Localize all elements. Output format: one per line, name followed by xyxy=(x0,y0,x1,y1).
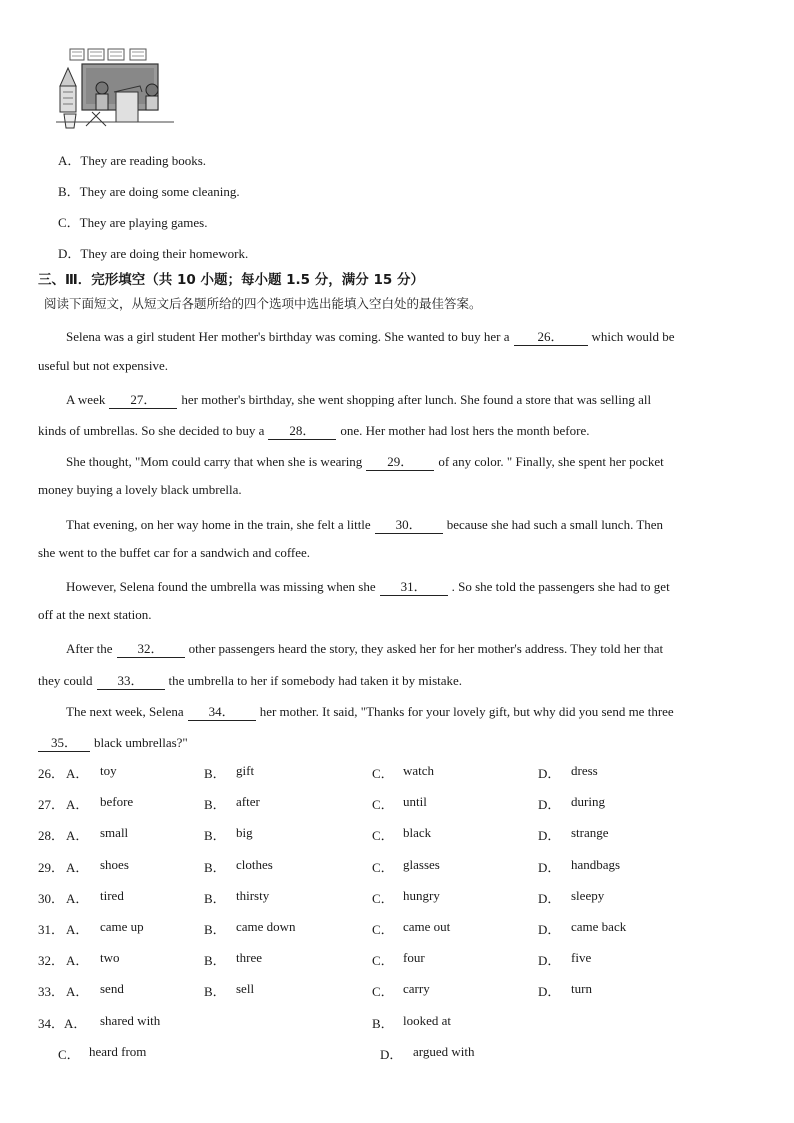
question-number: 33． xyxy=(38,984,65,1000)
option-c xyxy=(58,212,207,231)
passage-text: because she had such a small lunch. Then xyxy=(446,517,664,532)
option-c-letter: C． xyxy=(372,890,394,906)
passage-text: However, Selena found the umbrella was missing when she xyxy=(66,579,376,594)
blank-33: 33． xyxy=(97,670,165,690)
passage-line xyxy=(66,514,663,534)
option-d xyxy=(58,243,248,262)
option-b: after xyxy=(236,794,260,810)
option-a: came up xyxy=(100,919,144,934)
blank-28: 28． xyxy=(268,420,336,440)
blank-31: 31． xyxy=(380,576,448,596)
option-b-letter: B． xyxy=(204,766,226,781)
q34-option-d-letter: D． xyxy=(380,1047,403,1062)
option-c: black xyxy=(403,825,432,841)
option-letter: D． xyxy=(58,246,81,261)
q34-option-d: argued with xyxy=(413,1044,475,1059)
option-c: four xyxy=(403,950,425,966)
option-a xyxy=(58,150,206,169)
option-a-letter: A． xyxy=(66,922,89,937)
option-d: turn xyxy=(571,981,592,997)
passage-text: That evening, on her way home in the train, she felt a little xyxy=(66,517,371,532)
option-c-letter: C． xyxy=(372,828,394,844)
passage-line xyxy=(38,670,462,690)
passage-text: of any color. " Finally, she spent her pocket xyxy=(438,454,664,469)
passage-text: other passengers heard the story, they asked her for her mother's address. They told her that xyxy=(188,641,664,656)
option-a-letter: A． xyxy=(66,984,89,1000)
option-b: thirsty xyxy=(236,887,270,903)
option-c: carry xyxy=(403,981,430,997)
option-c: until xyxy=(403,794,427,810)
q34-option-b: looked at xyxy=(403,1013,452,1028)
option-d-letter: D． xyxy=(538,922,561,937)
passage-line xyxy=(66,638,663,658)
classroom-illustration xyxy=(56,46,174,132)
option-a: tired xyxy=(100,887,124,903)
option-letter: A． xyxy=(64,1016,87,1031)
blank-26: 26． xyxy=(514,326,588,346)
q34-option-c: heard from xyxy=(89,1044,147,1059)
option-b: sell xyxy=(236,981,255,997)
passage-line xyxy=(66,576,670,596)
passage-line xyxy=(66,451,664,471)
passage-text: they could xyxy=(38,673,93,688)
option-c: hungry xyxy=(403,887,440,903)
passage-text: After the xyxy=(66,641,113,656)
option-c: watch xyxy=(403,763,435,778)
option-a: before xyxy=(100,794,134,810)
option-a-letter: A． xyxy=(66,828,89,844)
option-d-letter: D． xyxy=(538,984,561,1000)
option-b: clothes xyxy=(236,856,273,872)
option-d: during xyxy=(571,794,605,810)
question-number: 29． xyxy=(38,859,65,875)
option-c: came out xyxy=(403,919,451,934)
question-number: 34． xyxy=(38,1016,65,1031)
passage-text: Selena was a girl student Her mother's birthday was coming. She wanted to buy her a xyxy=(66,329,510,344)
option-c-letter: C． xyxy=(372,859,394,875)
passage-text: which would be xyxy=(591,329,675,344)
q34-option-b-letter: B． xyxy=(372,1016,394,1031)
q34-option-c-letter: C． xyxy=(58,1047,80,1062)
option-b-letter: B． xyxy=(204,890,226,906)
passage-text: kinds of umbrellas. So she decided to buy a xyxy=(38,423,265,438)
option-d: came back xyxy=(571,919,627,934)
option-d: sleepy xyxy=(571,887,605,903)
passage-line xyxy=(38,358,168,374)
option-d: dress xyxy=(571,763,598,778)
blank-29: 29． xyxy=(366,451,434,471)
option-d-letter: D． xyxy=(538,890,561,906)
passage-line xyxy=(66,389,651,409)
passage-text: the umbrella to her if somebody had taken it by mistake. xyxy=(168,673,463,688)
blank-32: 32． xyxy=(117,638,185,658)
passage-text: one. Her mother had lost hers the month before. xyxy=(340,423,590,438)
passage-text: She thought, "Mom could carry that when she is wearing xyxy=(66,454,363,469)
option-b-letter: B． xyxy=(204,797,226,813)
option-b-letter: B． xyxy=(204,953,226,969)
option-a-letter: A． xyxy=(66,766,89,781)
option-c-letter: C． xyxy=(372,984,394,1000)
option-c: glasses xyxy=(403,856,440,872)
passage-line xyxy=(38,607,151,623)
passage-line xyxy=(38,545,310,561)
option-a-letter: A． xyxy=(66,953,89,969)
blank-30: 30． xyxy=(375,514,443,534)
passage-text: she went to the buffet car for a sandwich and coffee. xyxy=(38,545,311,560)
section-instruction: 阅读下面短文，从短文后各题所给的四个选项中选出能填入空白处的最佳答案。 xyxy=(44,296,482,311)
option-a-letter: A． xyxy=(66,890,89,906)
option-letter: B． xyxy=(58,184,80,199)
option-a-letter: A． xyxy=(66,859,89,875)
option-d-letter: D． xyxy=(538,828,561,844)
option-b: came down xyxy=(236,919,296,934)
option-text: They are doing some cleaning. xyxy=(79,184,240,199)
option-b-letter: B． xyxy=(204,859,226,875)
question-number: 27． xyxy=(38,797,65,813)
passage-line xyxy=(38,420,590,440)
question-number: 32． xyxy=(38,953,65,969)
passage-text: her mother's birthday, she went shopping after lunch. She found a store that was selling all xyxy=(181,392,652,407)
option-a: small xyxy=(100,825,129,841)
passage-text: . So she told the passengers she had to get xyxy=(451,579,670,594)
option-c-letter: C． xyxy=(372,953,394,969)
passage-text: The next week, Selena xyxy=(66,704,184,719)
option-b-letter: B． xyxy=(204,922,226,937)
option-c-letter: C． xyxy=(372,766,394,781)
option-b-letter: B． xyxy=(204,984,226,1000)
passage-text: her mother. It said, "Thanks for your lovely gift, but why did you send me three xyxy=(259,704,674,719)
option-d-letter: D． xyxy=(538,797,561,813)
option-text: They are doing their homework. xyxy=(80,246,249,261)
passage-line xyxy=(66,326,675,346)
option-letter: C． xyxy=(58,215,80,230)
passage-text: A week xyxy=(66,392,106,407)
option-d: strange xyxy=(571,825,609,841)
option-b xyxy=(58,181,240,200)
question-34 xyxy=(38,1013,86,1032)
q34-option-a: shared with xyxy=(100,1013,161,1028)
passage-text: money buying a lovely black umbrella. xyxy=(38,482,242,497)
option-letter: A． xyxy=(58,153,81,168)
passage-text: off at the next station. xyxy=(38,607,152,622)
option-b-letter: B． xyxy=(204,828,226,844)
option-b: three xyxy=(236,950,262,966)
question-number: 28． xyxy=(38,828,65,844)
option-d: handbags xyxy=(571,856,621,872)
option-a: send xyxy=(100,981,124,997)
option-text: They are playing games. xyxy=(79,215,208,230)
option-b: big xyxy=(236,825,253,841)
question-number: 26． xyxy=(38,766,65,781)
passage-text: useful but not expensive. xyxy=(38,358,168,373)
blank-27: 27． xyxy=(109,389,177,409)
option-d-letter: D． xyxy=(538,953,561,969)
passage-line xyxy=(38,732,188,752)
option-a: toy xyxy=(100,763,117,778)
option-b: gift xyxy=(236,763,255,778)
option-text: They are reading books. xyxy=(80,153,207,168)
option-a-letter: A． xyxy=(66,797,89,813)
option-c-letter: C． xyxy=(372,797,394,813)
option-c-letter: C． xyxy=(372,922,394,937)
option-d: five xyxy=(571,950,592,966)
section-title: 三、Ⅲ．完形填空（共 10 小题；每小题 1.5 分，满分 15 分） xyxy=(38,272,424,288)
option-d-letter: D． xyxy=(538,859,561,875)
option-d-letter: D． xyxy=(538,766,561,781)
blank-34: 34． xyxy=(188,701,256,721)
passage-text: black umbrellas?" xyxy=(94,735,188,750)
question-number: 30． xyxy=(38,890,65,906)
option-a: two xyxy=(100,950,120,966)
passage-line xyxy=(66,701,674,721)
option-a: shoes xyxy=(100,856,129,872)
passage-line xyxy=(38,482,242,498)
blank-35: 35． xyxy=(38,732,90,752)
question-number: 31． xyxy=(38,922,65,937)
